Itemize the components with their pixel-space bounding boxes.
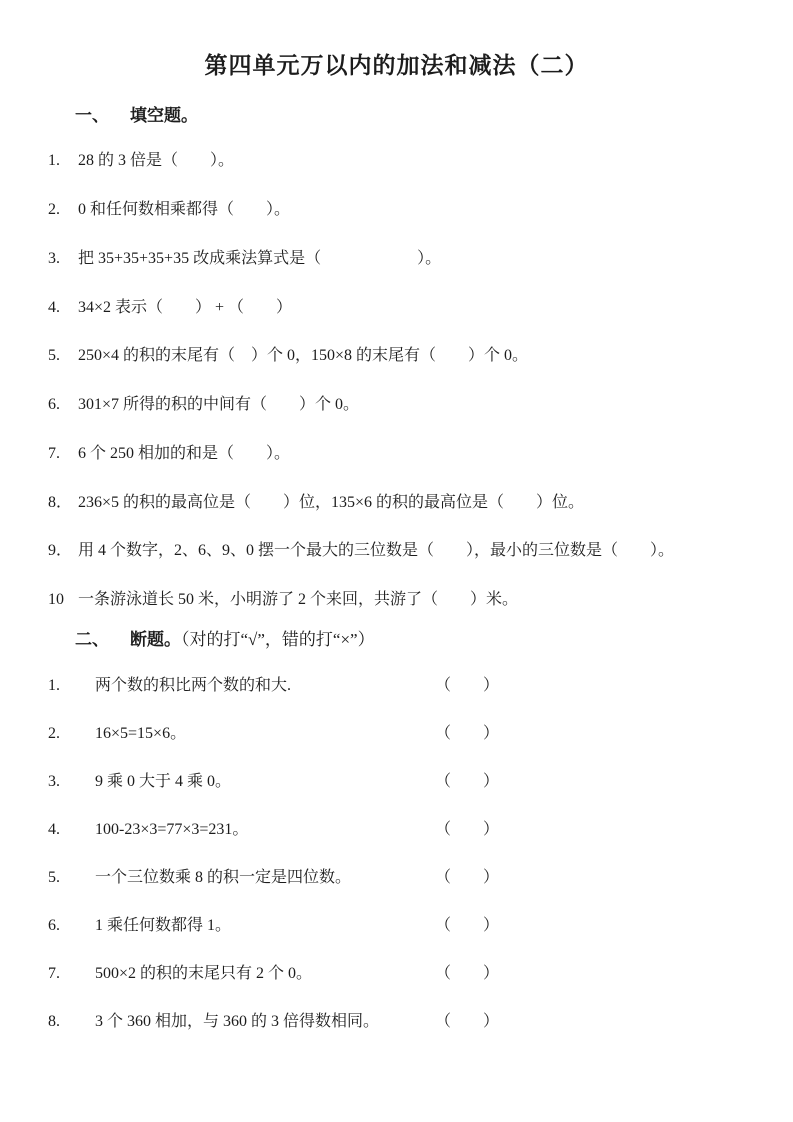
question-text: 9 乘 0 大于 4 乘 0。	[95, 773, 232, 790]
question-number: 4.	[48, 821, 60, 838]
question-number: 8．	[48, 494, 73, 511]
question-text: 一个三位数乘 8 的积一定是四位数。	[95, 869, 352, 886]
question-row	[0, 915, 793, 936]
question-text: 3 个 360 相加，与 360 的 3 倍得数相同。	[95, 1013, 380, 1030]
answer-blank: （ ）	[435, 773, 500, 790]
question-row	[0, 345, 793, 366]
question-number: 5.	[48, 869, 60, 886]
question-row	[0, 771, 793, 792]
question-row	[0, 297, 793, 318]
section2-note: （对的打“√”，错的打“×”）	[181, 630, 375, 649]
answer-blank: （ ）	[435, 965, 500, 982]
question-number: 10	[48, 591, 64, 608]
question-text: 236×5 的积的最高位是（ ）位，135×6 的积的最高位是（ ）位。	[78, 494, 585, 511]
question-number: 8.	[48, 1013, 60, 1030]
answer-blank: （ ）	[435, 725, 500, 742]
section2-heading-body	[130, 629, 375, 651]
question-row	[0, 443, 793, 464]
question-number: 1.	[48, 152, 60, 169]
question-row	[0, 394, 793, 415]
question-text: 0 和任何数相乘都得（ ）。	[78, 201, 291, 218]
question-text: 100-23×3=77×3=231。	[95, 821, 249, 838]
question-text: 用 4 个数字，2、6、9、0 摆一个最大的三位数是（ ），最小的三位数是（ ）。	[78, 542, 675, 559]
question-row	[0, 540, 793, 561]
question-number: 3.	[48, 773, 60, 790]
question-number: 6.	[48, 396, 60, 413]
question-number: 2.	[48, 725, 60, 742]
question-text: 250×4 的积的末尾有（ ）个 0，150×8 的末尾有（ ）个 0。	[78, 347, 529, 364]
question-text: 301×7 所得的积的中间有（ ）个 0。	[78, 396, 360, 413]
question-text: 两个数的积比两个数的和大.	[95, 677, 292, 694]
answer-blank: （ ）	[435, 1013, 500, 1030]
question-row	[0, 248, 793, 269]
question-text: 34×2 表示（ ） + （ ）	[78, 299, 293, 316]
question-text: 6 个 250 相加的和是（ ）。	[78, 445, 291, 462]
question-number: 1.	[48, 677, 60, 694]
section2-heading	[0, 629, 793, 651]
section2-label: 二、	[75, 630, 109, 649]
answer-blank: （ ）	[435, 821, 500, 838]
question-row	[0, 963, 793, 984]
question-text: 1 乘任何数都得 1。	[95, 917, 232, 934]
question-row	[0, 589, 793, 610]
question-number: 4.	[48, 299, 60, 316]
section1-title: 填空题。	[130, 106, 198, 125]
question-text: 28 的 3 倍是（ ）。	[78, 152, 235, 169]
answer-blank: （ ）	[435, 677, 500, 694]
question-number: 5.	[48, 347, 60, 364]
question-number: 7.	[48, 965, 60, 982]
section2-title: 断题。	[130, 630, 181, 649]
question-row	[0, 1011, 793, 1032]
section1-heading-body	[130, 105, 198, 127]
question-row	[0, 199, 793, 220]
question-number: 3.	[48, 250, 60, 267]
section1-label: 一、	[75, 106, 109, 125]
question-number: 7.	[48, 445, 60, 462]
question-text: 16×5=15×6。	[95, 725, 187, 742]
question-text: 一条游泳道长 50 米，小明游了 2 个来回，共游了（ ）米。	[78, 591, 519, 608]
question-row	[0, 675, 793, 696]
question-number: 9．	[48, 542, 73, 559]
page-title: 第四单元万以内的加法和减法（二）	[204, 53, 589, 78]
question-text: 500×2 的积的末尾只有 2 个 0。	[95, 965, 313, 982]
question-number: 2.	[48, 201, 60, 218]
answer-blank: （ ）	[435, 917, 500, 934]
section1-heading	[0, 105, 793, 127]
question-row	[0, 867, 793, 888]
question-row	[0, 492, 793, 513]
question-row	[0, 819, 793, 840]
question-text: 把 35+35+35+35 改成乘法算式是（ ）。	[78, 250, 442, 267]
answer-blank: （ ）	[435, 869, 500, 886]
question-number: 6.	[48, 917, 60, 934]
question-row	[0, 150, 793, 171]
question-row	[0, 723, 793, 744]
